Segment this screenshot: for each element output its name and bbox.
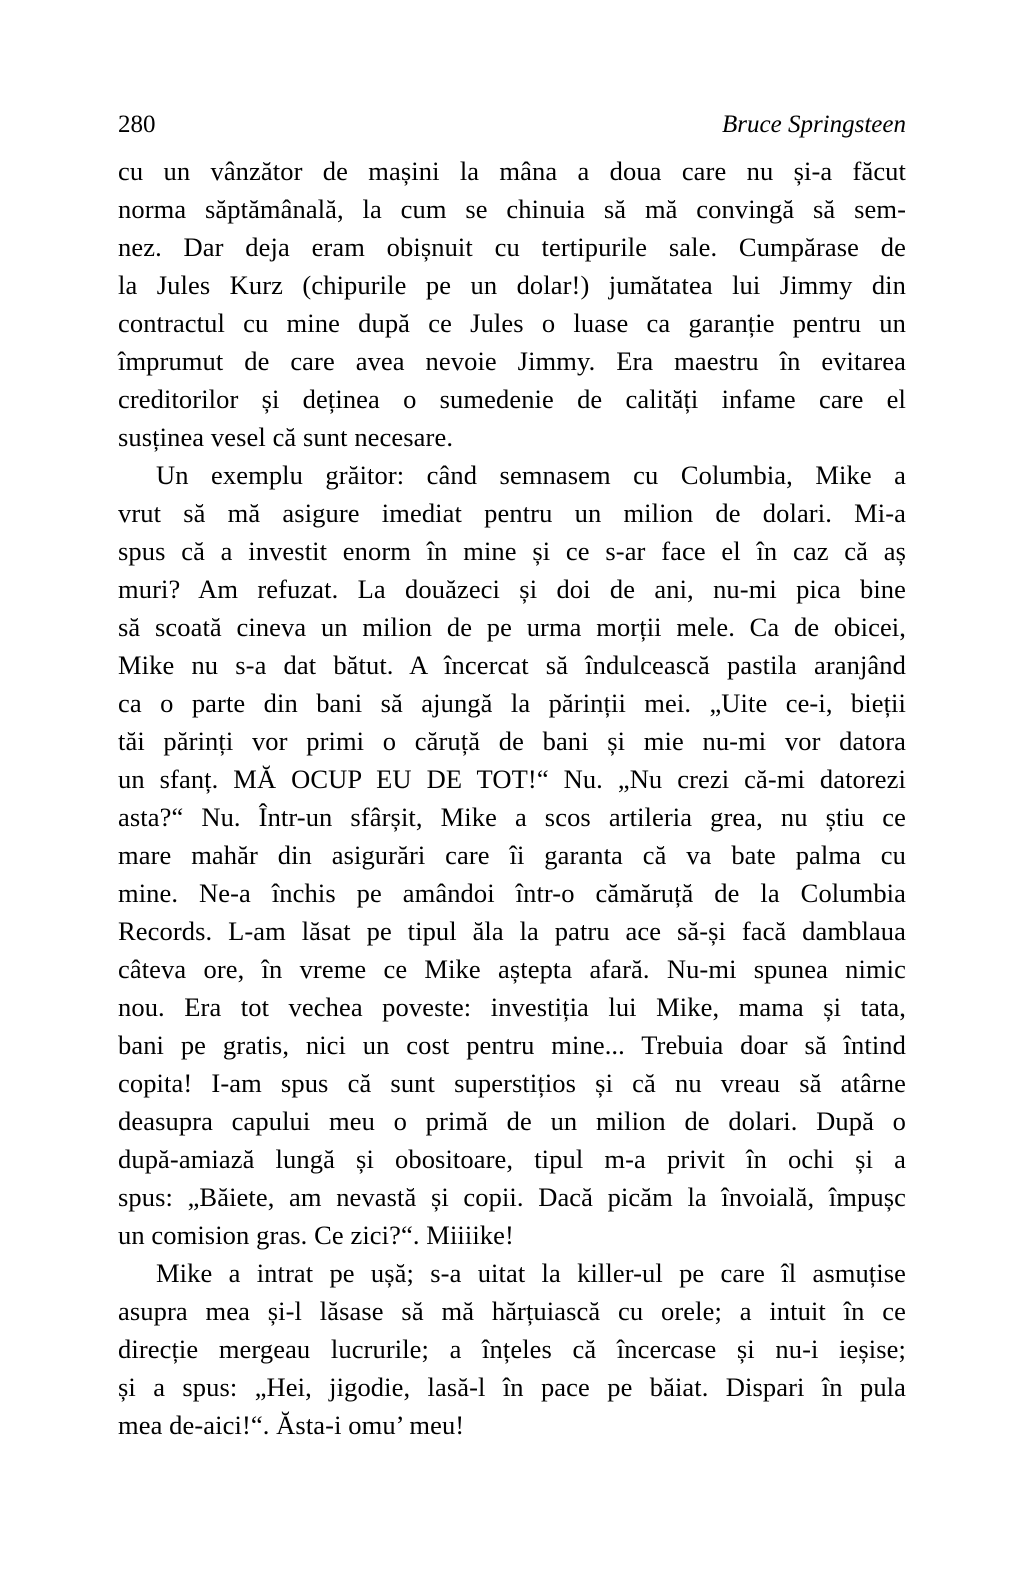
text-line: tăi părinți vor primi o căruță de bani și mie nu-mi vor datora	[118, 726, 906, 756]
text-line: contractul cu mine după ce Jules o luase ca garanție pentru un	[118, 308, 906, 338]
paragraph	[118, 1254, 906, 1444]
text-line: câteva ore, în vreme ce Mike aștepta afară. Nu-mi spunea nimic	[118, 954, 906, 984]
text-line: susținea vesel că sunt necesare.	[118, 422, 454, 452]
text-line: Un exemplu grăitor: când semnasem cu Columbia, Mike a	[156, 460, 906, 490]
text-line: creditorilor și deținea o sumedenie de calități infame care el	[118, 384, 906, 414]
running-header: Bruce Springsteen	[722, 111, 906, 138]
text-line: asupra mea și-l lăsase să mă hărțuiască cu orele; a intuit în ce	[118, 1296, 906, 1326]
text-line: împrumut de care avea nevoie Jimmy. Era maestru în evitarea	[118, 346, 906, 376]
text-line: asta?“ Nu. Într-un sfârșit, Mike a scos artileria grea, nu știu ce	[118, 802, 906, 832]
text-line: Mike nu s-a dat bătut. A încercat să îndulcească pastila aranjând	[118, 650, 906, 680]
text-line: mine. Ne-a închis pe amândoi într-o cămăruță de la Columbia	[118, 878, 906, 908]
text-line: nou. Era tot vechea poveste: investiția lui Mike, mama și tata,	[118, 992, 906, 1022]
text-line: muri? Am refuzat. La douăzeci și doi de ani, nu-mi pica bine	[118, 574, 906, 604]
text-line: cu un vânzător de mașini la mâna a doua care nu și-a făcut	[118, 156, 906, 186]
text-line: norma săptămânală, la cum se chinuia să mă convingă să sem-	[118, 194, 906, 224]
text-line: mea de-aici!“. Ăsta-i omu’ meu!	[118, 1410, 465, 1440]
text-line: să scoată cineva un milion de pe urma morții mele. Ca de obicei,	[118, 612, 906, 642]
text-line: Records. L-am lăsat pe tipul ăla la patru ace să-și facă damblaua	[118, 916, 906, 946]
text-line: bani pe gratis, nici un cost pentru mine... Trebuia doar să întind	[118, 1030, 906, 1060]
text-line: mare mahăr din asigurări care îi garanta că va bate palma cu	[118, 840, 906, 870]
text-line: și a spus: „Hei, jigodie, lasă-l în pace pe băiat. Dispari în pula	[118, 1372, 906, 1402]
text-line: deasupra capului meu o primă de un milion de dolari. După o	[118, 1106, 906, 1136]
paragraph	[118, 456, 906, 1254]
text-line: un sfanț. MĂ OCUP EU DE TOT!“ Nu. „Nu crezi că-mi datorezi	[118, 764, 906, 794]
text-line: un comision gras. Ce zici?“. Miiiike!	[118, 1220, 514, 1250]
text-line: nez. Dar deja eram obișnuit cu tertipurile sale. Cumpărase de	[118, 232, 906, 262]
text-line: Mike a intrat pe ușă; s-a uitat la killer-ul pe care îl asmuțise	[156, 1258, 906, 1288]
text-line: spus: „Băiete, am nevastă și copii. Dacă picăm la învoială, împușc	[118, 1182, 906, 1212]
text-line: vrut să mă asigure imediat pentru un milion de dolari. Mi-a	[118, 498, 906, 528]
page-body	[118, 152, 906, 1444]
paragraph	[118, 152, 906, 456]
text-line: copita! I-am spus că sunt superstițios și că nu vreau să atârne	[118, 1068, 906, 1098]
page-number: 280	[118, 111, 156, 138]
text-line: direcție mergeau lucrurile; a înțeles că încercase și nu-i ieșise;	[118, 1334, 906, 1364]
text-line: după-amiază lungă și obositoare, tipul m-a privit în ochi și a	[118, 1144, 906, 1174]
text-line: spus că a investit enorm în mine și ce s-ar face el în caz că aș	[118, 536, 906, 566]
text-line: ca o parte din bani să ajungă la părinții mei. „Uite ce-i, bieții	[118, 688, 906, 718]
page-header	[118, 110, 906, 140]
text-line: la Jules Kurz (chipurile pe un dolar!) jumătatea lui Jimmy din	[118, 270, 906, 300]
